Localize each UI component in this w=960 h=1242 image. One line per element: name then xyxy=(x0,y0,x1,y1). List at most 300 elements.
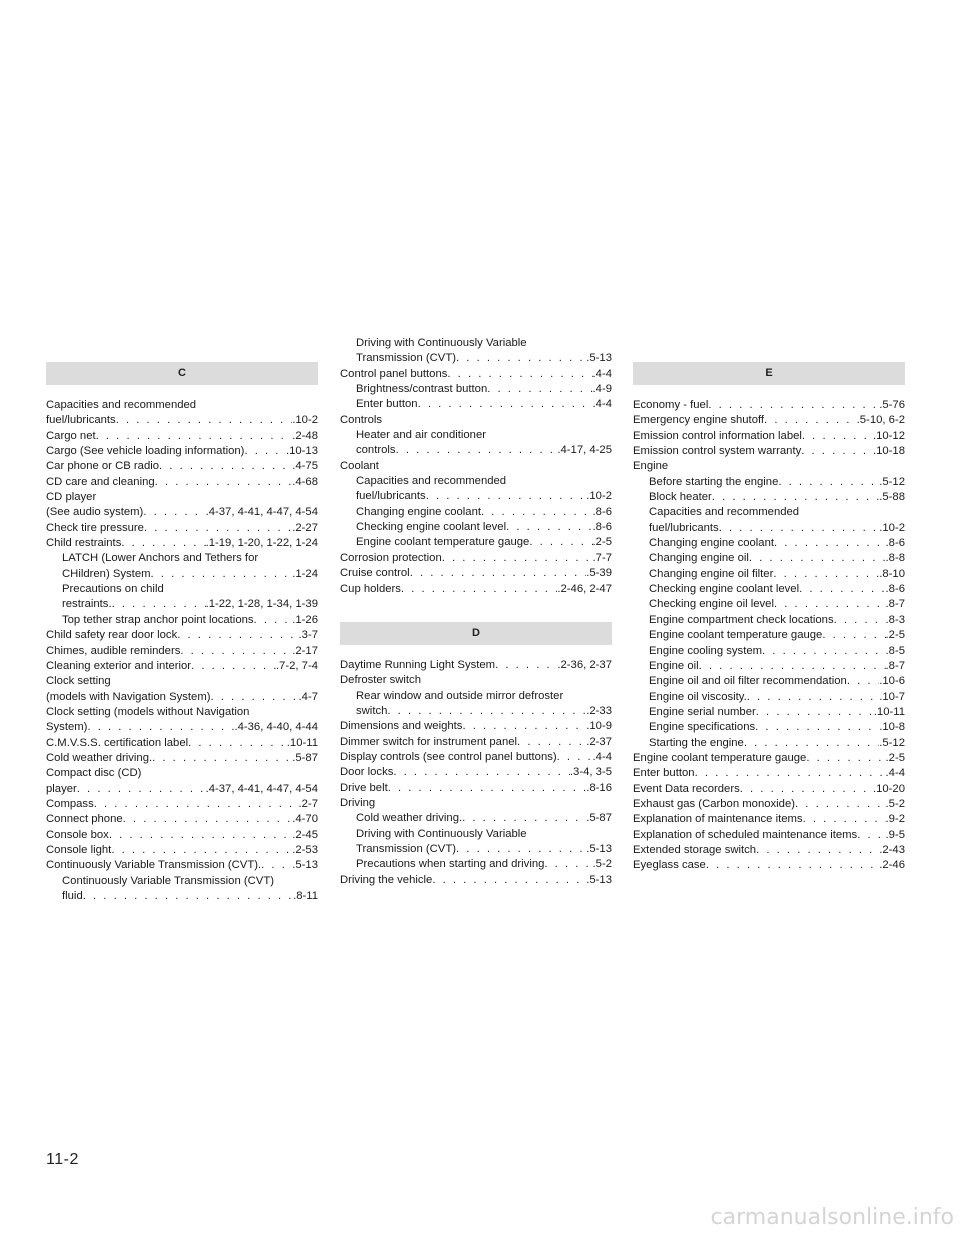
dot-leader xyxy=(143,505,205,520)
entry-text: Driving with Continuously Variable xyxy=(356,337,527,349)
dot-leader xyxy=(774,597,886,612)
page-reference[interactable]: .2-36, 2-37 xyxy=(557,658,612,671)
dot-leader xyxy=(749,551,886,566)
entry-text: Daytime Running Light System xyxy=(340,658,496,671)
page-reference[interactable]: .4-4 xyxy=(885,767,905,780)
index-entry xyxy=(340,582,612,597)
section-header-e: E xyxy=(633,362,905,385)
index-entry xyxy=(46,521,318,536)
index-subentry xyxy=(633,521,905,536)
page-reference[interactable]: .7-7 xyxy=(592,551,612,564)
page-reference[interactable]: .8-16 xyxy=(586,781,612,794)
entry-text: Engine coolant temperature gauge xyxy=(649,629,823,642)
dot-leader xyxy=(756,705,874,720)
dot-leader xyxy=(847,674,879,689)
page-reference[interactable]: .5-10, 6-2 xyxy=(856,414,905,427)
page-reference[interactable]: .8-6 xyxy=(592,521,612,534)
entry-text: LATCH (Lower Anchors and Tethers for xyxy=(62,552,259,565)
index-entry xyxy=(46,766,318,781)
entry-text: Clock setting xyxy=(46,675,111,688)
index-subentry xyxy=(633,690,905,705)
entry-text: controls xyxy=(356,444,396,457)
page-reference[interactable]: .8-3 xyxy=(885,613,905,626)
page-reference[interactable]: .4-9 xyxy=(592,383,612,396)
entry-text: Console light xyxy=(46,843,112,856)
entry-text: Cold weather driving. xyxy=(356,812,463,825)
page-reference[interactable]: .10-6 xyxy=(879,675,905,688)
page-reference[interactable]: .1-22, 1-28, 1-34, 1-39 xyxy=(205,598,318,611)
entry-text: Capacities and recommended xyxy=(649,506,800,519)
index-entry xyxy=(46,459,318,474)
index-entry xyxy=(340,658,612,673)
dot-leader xyxy=(764,413,857,428)
index-subentry xyxy=(340,827,612,842)
page-reference[interactable]: .10-13 xyxy=(285,445,318,458)
entry-text: Eyeglass case xyxy=(633,859,706,872)
index-entry xyxy=(633,413,905,428)
page-reference[interactable]: .5-2 xyxy=(592,858,612,871)
dot-leader xyxy=(699,659,886,674)
dot-leader xyxy=(712,490,879,505)
entry-text: Emission control information label xyxy=(633,429,802,442)
page-reference[interactable]: .4-37, 4-41, 4-47, 4-54 xyxy=(205,782,318,795)
page-reference[interactable]: .5-88 xyxy=(879,491,905,504)
entry-text: Engine oil xyxy=(649,659,699,672)
entry-text: Enter button xyxy=(356,398,418,411)
dot-leader xyxy=(773,567,879,582)
entry-text: (models with Navigation System) xyxy=(46,690,211,703)
index-subentry xyxy=(633,597,905,612)
entry-text: Driving xyxy=(340,796,376,809)
entry-text: Corrosion protection xyxy=(340,551,442,564)
page-reference[interactable]: .2-45 xyxy=(292,828,318,841)
page-reference[interactable]: .8-8 xyxy=(885,552,905,565)
dot-leader xyxy=(529,535,592,550)
section-header-d: D xyxy=(340,622,612,645)
page-reference[interactable]: .3-7 xyxy=(298,629,318,642)
page-reference[interactable]: .4-4 xyxy=(592,398,612,411)
entry-text: Engine serial number xyxy=(649,705,756,718)
index-entry xyxy=(46,674,318,689)
page-reference[interactable]: .8-5 xyxy=(885,644,905,657)
entry-text: Defroster switch xyxy=(340,674,421,687)
entry-text: Driving with Continuously Variable xyxy=(356,827,527,840)
dot-leader xyxy=(96,429,293,444)
entry-text: fuel/lubricants xyxy=(356,490,426,503)
dot-leader xyxy=(211,690,299,705)
entry-text: Driving the vehicle xyxy=(340,873,433,886)
index-entry xyxy=(340,459,612,474)
entry-text: Control panel buttons xyxy=(340,367,448,380)
entry-text: Console box xyxy=(46,828,109,841)
entry-text: Transmission (CVT) xyxy=(356,842,457,855)
entry-text: Cruise control xyxy=(340,567,410,580)
page-reference[interactable]: .5-12 xyxy=(879,736,905,749)
dot-leader xyxy=(152,751,292,766)
dot-leader xyxy=(410,566,587,581)
dot-leader xyxy=(396,443,558,458)
dot-leader xyxy=(747,690,880,705)
dot-leader xyxy=(834,613,886,628)
index-subentry xyxy=(46,551,318,566)
index-entry xyxy=(46,475,318,490)
entry-text: CD care and cleaning xyxy=(46,475,155,488)
dot-leader xyxy=(803,812,886,827)
index-subentry xyxy=(633,505,905,520)
page-reference[interactable]: .1-19, 1-20, 1-22, 1-24 xyxy=(205,537,318,550)
dot-leader xyxy=(744,736,879,751)
page-reference[interactable]: .2-7 xyxy=(298,797,318,810)
page-reference[interactable]: .8-7 xyxy=(885,598,905,611)
page-reference[interactable]: .10-12 xyxy=(872,429,905,442)
entry-text: Controls xyxy=(340,413,383,426)
page-reference[interactable]: .2-46, 2-47 xyxy=(557,582,612,595)
page-reference[interactable]: .2-53 xyxy=(292,843,318,856)
entry-text: Emission control system warranty xyxy=(633,445,802,458)
index-subentry xyxy=(633,659,905,674)
entry-text: Event Data recorders xyxy=(633,782,740,795)
entry-text: Continuously Variable Transmission (CVT). xyxy=(46,859,262,872)
watermark: carmanualsonline.info xyxy=(710,1205,954,1230)
dot-leader xyxy=(719,521,880,536)
index-subentry xyxy=(633,720,905,735)
index-subentry xyxy=(340,474,612,489)
page-reference[interactable]: .5-76 xyxy=(879,399,905,411)
index-entry xyxy=(46,705,318,720)
entry-text: fuel/lubricants xyxy=(649,521,719,534)
entry-text: Engine coolant temperature gauge xyxy=(356,536,530,549)
entry-text: Explanation of scheduled maintenance items xyxy=(633,828,858,841)
page-reference[interactable]: .8-6 xyxy=(885,537,905,550)
page-reference[interactable]: .1-26 xyxy=(292,613,318,626)
index-entry xyxy=(340,413,612,428)
entry-text: Car phone or CB radio xyxy=(46,460,160,473)
index-entry xyxy=(46,398,318,413)
dot-leader xyxy=(77,782,206,797)
dot-leader xyxy=(116,413,293,428)
index-subentry xyxy=(46,597,318,612)
dot-leader xyxy=(774,536,886,551)
page-reference[interactable]: .5-13 xyxy=(586,873,612,886)
index-subentry xyxy=(46,567,318,582)
dot-leader xyxy=(112,597,206,612)
dot-leader xyxy=(151,567,293,582)
index-subentry xyxy=(340,520,612,535)
dot-leader xyxy=(857,828,885,843)
index-subentry xyxy=(340,842,612,857)
page-reference[interactable]: .10-11 xyxy=(286,736,318,749)
entry-text: CHildren) System xyxy=(62,567,151,580)
page-reference[interactable]: .8-11 xyxy=(293,890,318,902)
dot-leader xyxy=(481,505,593,520)
entry-text: restraints. xyxy=(62,598,112,611)
entry-text: Compact disc (CD) xyxy=(46,767,142,780)
page-reference[interactable]: .10-2 xyxy=(879,521,905,534)
page-reference[interactable]: .1-24 xyxy=(292,567,318,580)
entry-text: Engine oil and oil filter recommendation xyxy=(649,675,847,688)
index-subentry xyxy=(46,874,318,889)
index-entry xyxy=(46,782,318,797)
page-reference[interactable]: .10-2 xyxy=(292,414,318,427)
entry-text: Capacities and recommended xyxy=(356,475,507,488)
index-column-c xyxy=(46,362,318,904)
page-reference[interactable]: .2-5 xyxy=(885,751,905,764)
entry-text: Cold weather driving. xyxy=(46,751,153,764)
page-reference[interactable]: .4-4 xyxy=(592,750,612,763)
index-entry xyxy=(46,628,318,643)
index-entry xyxy=(46,812,318,827)
index-entry xyxy=(46,505,318,520)
entry-text: Engine coolant temperature gauge xyxy=(633,751,807,764)
dot-leader xyxy=(806,751,885,766)
page-reference[interactable]: .9-2 xyxy=(885,813,905,826)
page-reference[interactable]: .7-2, 7-4 xyxy=(275,659,318,672)
index-subentry xyxy=(633,490,905,505)
page-reference[interactable]: .10-2 xyxy=(586,490,612,503)
entry-text: fluid xyxy=(62,890,83,902)
page-reference[interactable]: .5-13 xyxy=(586,352,612,365)
page-reference[interactable]: .10-11 xyxy=(873,705,905,718)
page-reference[interactable]: .2-17 xyxy=(292,644,318,657)
entry-text: Extended storage switch xyxy=(633,843,757,856)
page-reference[interactable]: .4-17, 4-25 xyxy=(557,444,612,457)
entry-text: Top tether strap anchor point locations xyxy=(62,613,254,626)
page-reference[interactable]: .10-7 xyxy=(879,690,905,703)
page-reference[interactable]: .2-27 xyxy=(292,521,318,534)
entry-text: Emergency engine shutoff xyxy=(633,414,765,427)
page-reference[interactable]: .2-46 xyxy=(879,859,905,872)
index-subentry xyxy=(340,351,612,366)
dot-leader xyxy=(191,659,276,674)
index-entry xyxy=(633,766,905,781)
dot-leader xyxy=(109,828,292,843)
index-entry xyxy=(46,536,318,551)
index-entry xyxy=(633,797,905,812)
dot-leader xyxy=(462,719,586,734)
entry-text: Checking engine oil level xyxy=(649,598,774,611)
entry-text: Precautions when starting and driving xyxy=(356,858,545,871)
index-entry xyxy=(633,444,905,459)
page-reference[interactable]: .4-4 xyxy=(592,367,612,380)
entry-text: Cleaning exterior and interior xyxy=(46,659,192,672)
page-reference[interactable]: .5-13 xyxy=(586,842,612,855)
dot-leader xyxy=(557,750,593,765)
page-reference[interactable]: .10-9 xyxy=(586,720,612,733)
index-subentry xyxy=(633,475,905,490)
entry-text: Coolant xyxy=(340,459,379,472)
dot-leader xyxy=(83,889,293,904)
page-reference[interactable]: .5-13 xyxy=(292,859,318,872)
page-reference[interactable]: .10-20 xyxy=(872,782,905,795)
index-subentry xyxy=(340,428,612,443)
page-reference[interactable]: .2-43 xyxy=(879,843,905,856)
dot-leader xyxy=(802,429,873,444)
entry-text: Engine specifications xyxy=(649,721,756,734)
index-entry xyxy=(340,551,612,566)
dot-leader xyxy=(795,797,886,812)
dot-leader xyxy=(426,489,587,504)
page-reference[interactable]: .4-36, 4-40, 4-44 xyxy=(234,721,318,734)
index-entry xyxy=(633,828,905,843)
entry-text: CD player xyxy=(46,491,97,504)
page-reference[interactable]: .4-7 xyxy=(298,690,318,703)
page-reference[interactable]: .10-8 xyxy=(879,721,905,734)
entry-text: Changing engine coolant xyxy=(356,505,481,518)
dot-leader xyxy=(462,811,586,826)
entry-text: player xyxy=(46,782,77,795)
page-number: 11-2 xyxy=(46,1151,79,1168)
index-subentry xyxy=(46,613,318,628)
page-reference[interactable]: .4-70 xyxy=(292,813,318,826)
index-subentry xyxy=(340,811,612,826)
entry-text: Cup holders xyxy=(340,582,401,595)
dot-leader xyxy=(418,397,593,412)
page-reference[interactable]: .8-6 xyxy=(885,583,905,596)
entry-text: Compass xyxy=(46,797,94,810)
index-entry xyxy=(46,444,318,459)
entry-text: Display controls (see control panel buttons) xyxy=(340,750,557,763)
dot-leader xyxy=(94,797,299,812)
entry-text: Dimensions and weights xyxy=(340,720,463,733)
index-entry xyxy=(633,459,905,474)
index-entry xyxy=(633,429,905,444)
dot-leader xyxy=(456,842,586,857)
dot-leader xyxy=(495,658,557,673)
dot-leader xyxy=(708,398,879,413)
page-reference[interactable]: .5-2 xyxy=(885,797,905,810)
dot-leader xyxy=(111,843,292,858)
page-reference[interactable]: .8-7 xyxy=(885,659,905,672)
page-reference[interactable]: .2-48 xyxy=(292,429,318,442)
index-subentry xyxy=(633,705,905,720)
page-reference[interactable]: .2-33 xyxy=(586,704,612,717)
index-entry xyxy=(340,765,612,780)
index-entry xyxy=(633,858,905,873)
page-reference[interactable]: .4-37, 4-41, 4-47, 4-54 xyxy=(205,506,318,519)
entry-text: Starting the engine xyxy=(649,736,744,749)
dot-leader xyxy=(755,720,879,735)
index-subentry xyxy=(633,536,905,551)
page-reference[interactable]: .8-10 xyxy=(879,567,905,580)
index-entry xyxy=(46,843,318,858)
entry-text: Check tire pressure xyxy=(46,521,144,534)
index-column-c-d xyxy=(340,336,612,888)
dot-leader xyxy=(393,765,570,780)
dot-leader xyxy=(801,444,873,459)
index-entry xyxy=(46,858,318,873)
index-subentry xyxy=(340,857,612,872)
entry-text: (See audio system) xyxy=(46,506,144,519)
page-reference[interactable]: .2-5 xyxy=(885,629,905,642)
index-entry xyxy=(340,566,612,581)
index-entry xyxy=(46,736,318,751)
entry-text: Clock setting (models without Navigation xyxy=(46,705,250,718)
entry-text: Rear window and outside mirror defroster xyxy=(356,689,564,702)
entry-text: Capacities and recommended xyxy=(46,399,197,411)
dot-leader xyxy=(695,766,886,781)
page-reference[interactable]: .5-12 xyxy=(879,475,905,488)
entry-text: Door locks xyxy=(340,766,394,779)
dot-leader xyxy=(401,582,557,597)
dot-leader xyxy=(756,843,879,858)
index-entry xyxy=(340,873,612,888)
entry-text: Connect phone xyxy=(46,813,123,826)
dot-leader xyxy=(706,858,879,873)
entry-text: switch xyxy=(356,704,388,717)
page-reference[interactable]: .5-87 xyxy=(586,812,612,825)
index-subentry xyxy=(633,736,905,751)
index-entry xyxy=(633,812,905,827)
entry-text: Checking engine coolant level xyxy=(356,521,507,534)
page-reference[interactable]: .3-4, 3-5 xyxy=(569,766,612,779)
page-reference[interactable]: .4-68 xyxy=(292,475,318,488)
dot-leader xyxy=(456,351,586,366)
index-entry xyxy=(46,690,318,705)
page-reference[interactable]: .5-39 xyxy=(586,567,612,580)
page-reference[interactable]: .2-37 xyxy=(586,735,612,748)
dot-leader xyxy=(121,536,205,551)
index-entry xyxy=(633,782,905,797)
entry-text: Engine xyxy=(633,460,669,473)
index-subentry xyxy=(46,582,318,597)
index-subentry xyxy=(340,704,612,719)
dot-leader xyxy=(506,520,592,535)
index-entry xyxy=(633,843,905,858)
index-subentry xyxy=(340,336,612,351)
index-subentry xyxy=(340,505,612,520)
entry-text: Engine compartment check locations xyxy=(649,613,834,626)
index-entry xyxy=(46,659,318,674)
entry-text: Continuously Variable Transmission (CVT) xyxy=(62,874,274,887)
index-entry xyxy=(46,429,318,444)
index-subentry xyxy=(633,582,905,597)
dot-leader xyxy=(188,736,287,751)
index-subentry xyxy=(340,443,612,458)
dot-leader xyxy=(123,812,293,827)
page-reference[interactable]: .4-75 xyxy=(292,460,318,473)
dot-leader xyxy=(544,857,592,872)
index-subentry xyxy=(340,382,612,397)
index-entry xyxy=(340,673,612,688)
index-subentry xyxy=(340,535,612,550)
page-reference[interactable]: .9-5 xyxy=(885,828,905,841)
page-reference[interactable]: .10-18 xyxy=(872,445,905,458)
index-subentry xyxy=(340,489,612,504)
page-reference[interactable]: .8-6 xyxy=(592,505,612,518)
dot-leader xyxy=(442,551,593,566)
index-subentry xyxy=(633,674,905,689)
dot-leader xyxy=(762,644,886,659)
dot-leader xyxy=(778,475,879,490)
index-entry xyxy=(340,796,612,811)
page-reference[interactable]: .2-5 xyxy=(592,536,612,549)
section-header-c: C xyxy=(46,362,318,385)
entry-text: Economy - fuel xyxy=(633,399,709,411)
index-subentry xyxy=(46,889,318,904)
index-entry xyxy=(46,644,318,659)
dot-leader xyxy=(87,720,234,735)
dot-leader xyxy=(155,475,293,490)
entry-text: Transmission (CVT) xyxy=(356,352,457,365)
dot-leader xyxy=(432,873,586,888)
index-subentry xyxy=(633,644,905,659)
index-entry xyxy=(46,413,318,428)
index-entry xyxy=(340,781,612,796)
dot-leader xyxy=(388,781,587,796)
page-reference[interactable]: .5-87 xyxy=(292,751,318,764)
index-entry xyxy=(340,735,612,750)
dot-leader xyxy=(517,735,586,750)
